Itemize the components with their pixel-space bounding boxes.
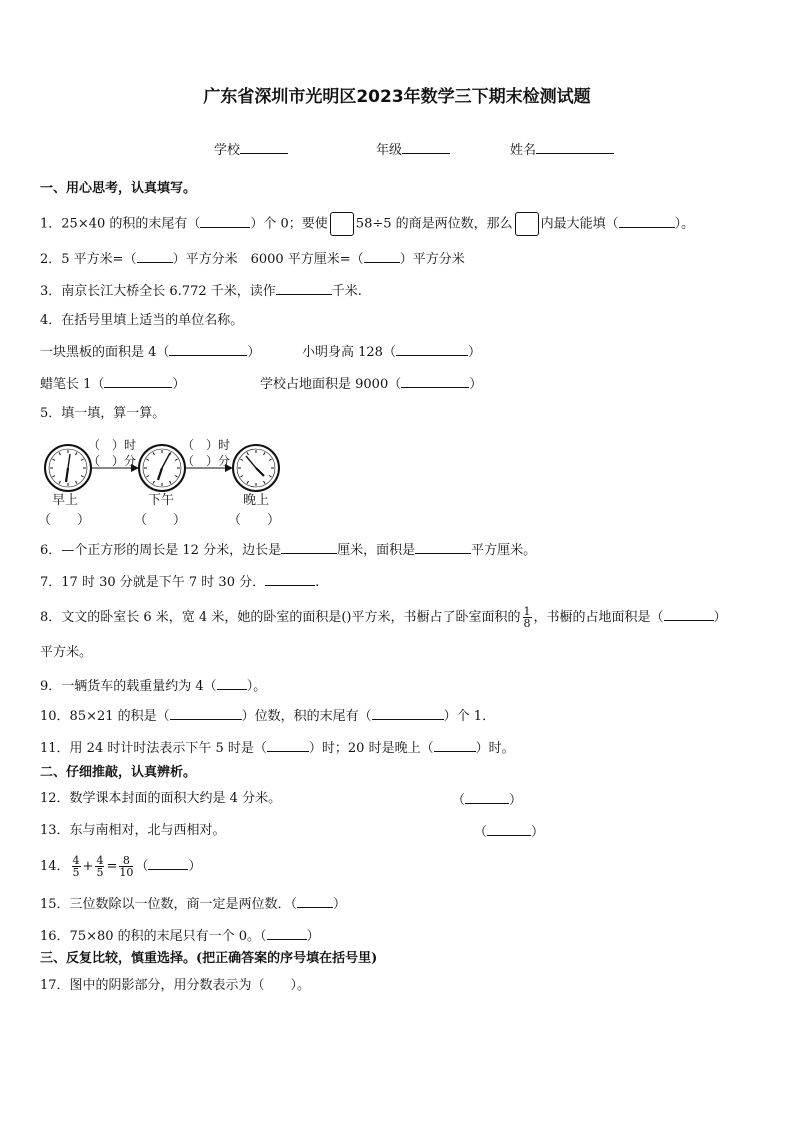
answer-blank[interactable] [619, 214, 675, 228]
q4-item: 学校占地面积是 9000（ ） [260, 374, 482, 394]
grade-field[interactable] [376, 140, 450, 160]
fraction: $\frac{8}{10}$ [119, 854, 134, 879]
question-2: 2．5 平方米=（ ）平方分米 6000 平方厘米=（ ）平方分米 [40, 249, 465, 269]
digit-box[interactable] [330, 212, 354, 236]
answer-blank[interactable] [267, 738, 309, 752]
answer-blank[interactable] [200, 214, 250, 228]
question-12: 12．数学课本封面的面积大约是 4 分米。 [40, 791, 282, 806]
question-1: 1．25×40 的积的末尾有（ ）个 0；要使 58÷5 的商是两位数，那么 内最大能填（ ）。 [40, 212, 694, 236]
answer-blank[interactable] [396, 342, 468, 356]
question-16: 16．75×80 的积的末尾只有一个 0。（ ） [40, 926, 320, 946]
clock-name: 下午 [148, 493, 175, 508]
question-5: 5．填一填，算一算。 [40, 406, 166, 421]
fraction: $\frac{4}{5}$ [72, 854, 80, 879]
question-14: 14． $\frac{4}{5}$ + $\frac{4}{5}$ = $\frac{8}{10}$ （ ） [40, 854, 202, 879]
answer-blank[interactable] [276, 281, 332, 295]
school-field[interactable] [214, 140, 288, 160]
answer-blank[interactable] [217, 676, 247, 690]
fraction: $\frac{1}{8}$ [523, 605, 531, 630]
answer-blank[interactable] [104, 374, 172, 388]
answer-blank[interactable] [415, 540, 471, 554]
answer-blank[interactable] [281, 540, 337, 554]
question-8: 8．文文的卧室长 6 米，宽 4 米，她的卧室的面积是()平方米，书橱占了卧室面积的 $\frac{1}{8}$ ，书橱的占地面积是（ ） [40, 605, 727, 630]
answer-blank[interactable] [297, 894, 333, 908]
minute-label: （ ）分 [88, 454, 137, 468]
judge-paren[interactable]: （ ） [474, 822, 544, 842]
section-3-heading: 三、反复比较，慎重选择。(把正确答案的序号填在括号里) [40, 951, 378, 966]
digit-box[interactable] [515, 212, 539, 236]
answer-paren[interactable]: （ ） [134, 513, 187, 528]
question-10: 10．85×21 的积是（ ）位数，积的末尾有（ ）个 1． [40, 706, 495, 726]
question-8-cont: 平方米。 [40, 645, 93, 660]
question-4: 4．在括号里填上适当的单位名称。 [40, 313, 244, 328]
question-7: 7．17 时 30 分就是下午 7 时 30 分． . [40, 572, 319, 592]
q4-item: 一块黑板的面积是 4（ ） [40, 342, 260, 362]
question-3: 3．南京长江大桥全长 6.772 千米，读作 千米. [40, 281, 362, 301]
q4-item: 蜡笔长 1（ ） [40, 374, 185, 394]
answer-blank[interactable] [170, 706, 242, 720]
answer-paren[interactable]: （ ） [38, 513, 91, 528]
hour-label: （ ）时 [182, 438, 231, 452]
clock-evening [233, 445, 279, 491]
clock-afternoon [139, 445, 185, 491]
clock-name: 晚上 [243, 493, 270, 508]
answer-blank[interactable] [265, 572, 315, 586]
name-field[interactable] [510, 140, 614, 160]
answer-paren[interactable]: （ ） [228, 513, 281, 528]
school-label: 学校 [214, 143, 241, 158]
hour-label: （ ）时 [88, 438, 137, 452]
grade-label: 年级 [376, 143, 403, 158]
fraction: $\frac{4}{5}$ [96, 854, 104, 879]
answer-blank[interactable] [148, 856, 188, 870]
name-label: 姓名 [510, 143, 537, 158]
answer-blank[interactable] [137, 249, 173, 263]
answer-blank[interactable] [169, 342, 247, 356]
answer-blank[interactable] [364, 249, 400, 263]
section-1-heading: 一、用心思考，认真填写。 [40, 181, 197, 196]
judge-paren[interactable]: （ ） [452, 790, 522, 810]
answer-blank[interactable] [401, 374, 469, 388]
question-17: 17．图中的阴影部分，用分数表示为（ ）。 [40, 978, 311, 993]
question-15: 15．三位数除以一位数，商一定是两位数．（ ） [40, 894, 346, 914]
question-11: 11．用 24 时计时法表示下午 5 时是（ ）时；20 时是晚上（ ）时。 [40, 738, 515, 758]
question-13: 13．东与南相对，北与西相对。 [40, 823, 226, 838]
clock-name: 早上 [52, 493, 79, 508]
minute-label: （ ）分 [182, 454, 231, 468]
section-2-heading: 二、仔细推敲，认真辨析。 [40, 765, 197, 780]
answer-blank[interactable] [372, 706, 444, 720]
page-title: 广东省深圳市光明区2023年数学三下期末检测试题 [203, 87, 591, 107]
answer-blank[interactable] [267, 926, 307, 940]
q4-item: 小明身高 128（ ） [302, 342, 481, 362]
answer-blank[interactable] [434, 738, 476, 752]
question-9: 9．一辆货车的载重量约为 4（ ）。 [40, 676, 266, 696]
question-6: 6．—个正方形的周长是 12 分米，边长是 厘米，面积是 平方厘米。 [40, 540, 536, 560]
clock-morning [45, 445, 91, 491]
answer-blank[interactable] [664, 607, 714, 621]
